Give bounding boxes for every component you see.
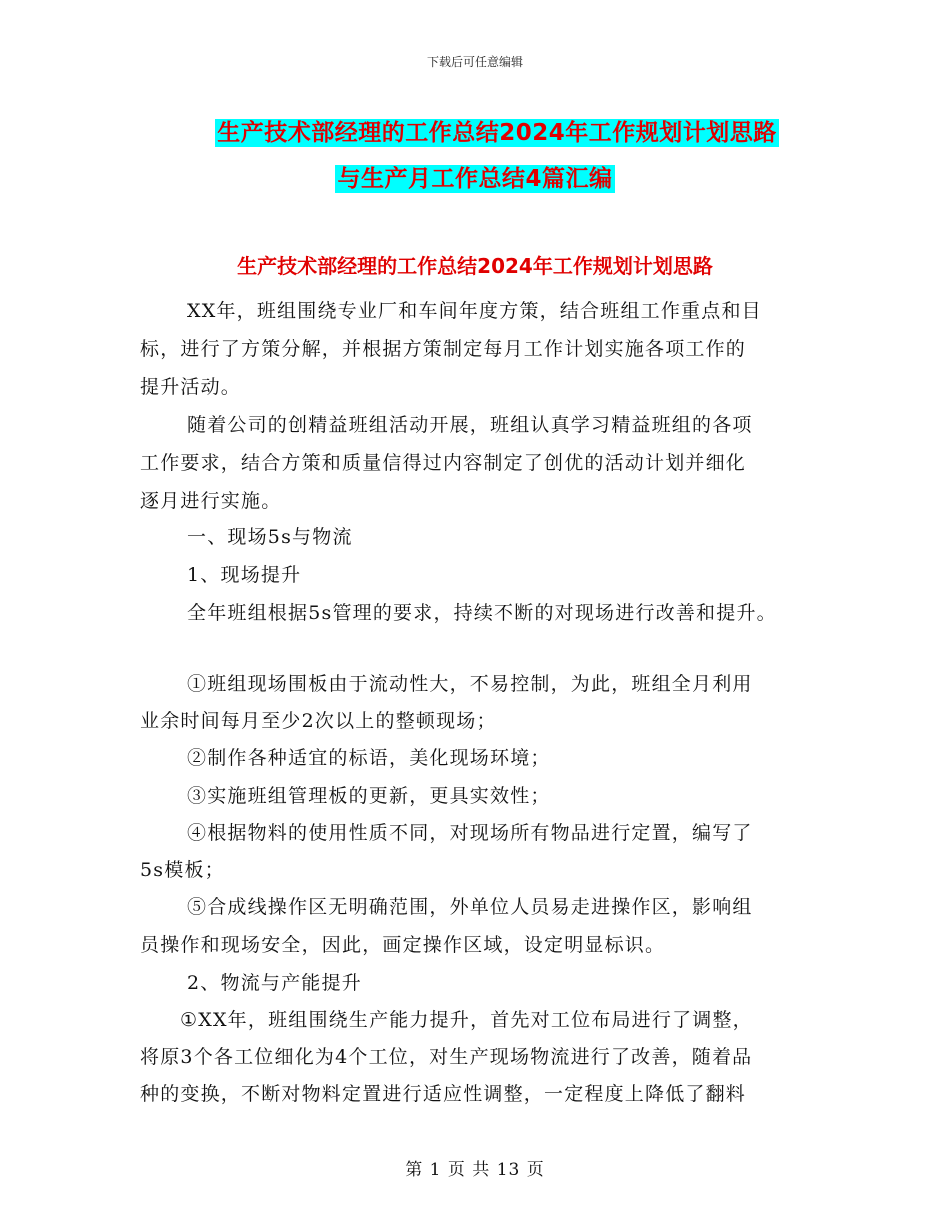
paragraph-line: XX年，班组围绕专业厂和车间年度方策，结合班组工作重点和目 bbox=[187, 300, 762, 322]
list-item-line: 业余时间每月至少2次以上的整顿现场； bbox=[140, 710, 497, 732]
paragraph-line: 逐月进行实施。 bbox=[140, 490, 282, 512]
list-item-line: 将原3个各工位细化为4个工位，对生产现场物流进行了改善，随着品 bbox=[140, 1046, 753, 1068]
paragraph-line: 提升活动。 bbox=[140, 376, 242, 398]
list-item-line: ①XX年，班组围绕生产能力提升，首先对工位布局进行了调整， bbox=[180, 1009, 753, 1031]
paragraph-line: 标，进行了方策分解，并根据方策制定每月工作计划实施各项工作的 bbox=[140, 338, 747, 360]
heading-line: 2、物流与产能提升 bbox=[187, 972, 362, 994]
document-title-line-1: 生产技术部经理的工作总结2024年工作规划计划思路 bbox=[217, 120, 777, 146]
paragraph-line: 随着公司的创精益班组活动开展，班组认真学习精益班组的各项 bbox=[187, 414, 753, 436]
list-item-line: ⑤合成线操作区无明确范围，外单位人员易走进操作区，影响组 bbox=[187, 896, 753, 918]
list-item-line: 种的变换，不断对物料定置进行适应性调整，一定程度上降低了翻料 bbox=[140, 1083, 747, 1105]
list-item-line: 员操作和现场安全，因此，画定操作区域，设定明显标识。 bbox=[140, 934, 666, 956]
section-title: 生产技术部经理的工作总结2024年工作规划计划思路 bbox=[237, 254, 713, 278]
paragraph-line: 全年班组根据5s管理的要求，持续不断的对现场进行改善和提升。 bbox=[187, 602, 777, 624]
list-item-line: 5s模板； bbox=[140, 859, 225, 881]
list-item-line: ④根据物料的使用性质不同，对现场所有物品进行定置，编写了 bbox=[187, 822, 753, 844]
heading-line: 一、现场5s与物流 bbox=[187, 526, 353, 548]
page-footer: 第 1 页 共 13 页 bbox=[405, 1160, 545, 1180]
header-note: 下载后可任意编辑 bbox=[426, 55, 523, 69]
list-item-line: ①班组现场围板由于流动性大，不易控制，为此，班组全月利用 bbox=[187, 673, 753, 695]
list-item-line: ②制作各种适宜的标语，美化现场环境； bbox=[187, 747, 551, 769]
document-title-line-2: 与生产月工作总结4篇汇编 bbox=[337, 166, 613, 192]
list-item-line: ③实施班组管理板的更新，更具实效性； bbox=[187, 785, 551, 807]
heading-line: 1、现场提升 bbox=[187, 564, 302, 586]
paragraph-line: 工作要求，结合方策和质量信得过内容制定了创优的活动计划并细化 bbox=[140, 452, 747, 474]
